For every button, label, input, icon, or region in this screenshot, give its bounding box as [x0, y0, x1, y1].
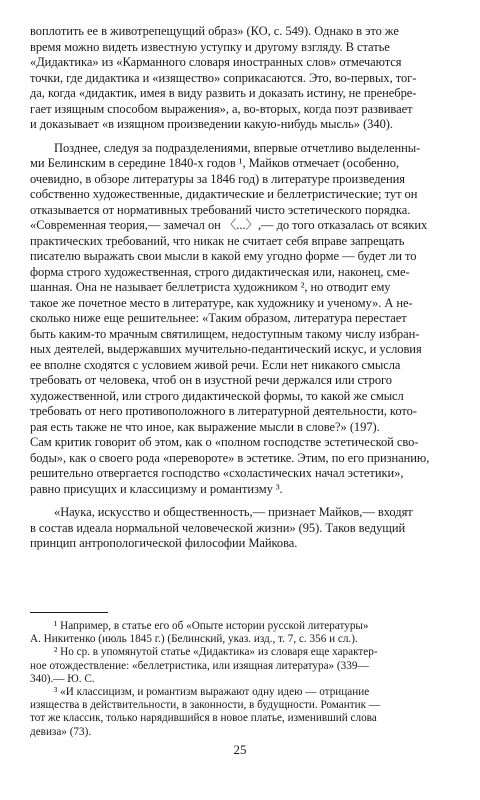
- text-line: сколько ниже еще решительнее: «Таким образом, литература перестает: [30, 311, 407, 325]
- text-line: рая есть также не что иное, как выражение мысли в слове?» (197).: [30, 419, 380, 434]
- text-line: шанная. Она не называет беллетриста художником ², но отводит ему: [30, 280, 391, 294]
- text-line: и доказывает «в изящном произведении какую-нибудь мысль» (340).: [30, 117, 393, 131]
- footnote-2: [30, 646, 456, 686]
- footnote-divider: [30, 612, 108, 613]
- footnote-line: ное отождествление: «беллетристика, или изящная литература» (339—: [30, 659, 369, 672]
- text-line: да, когда «дидактик, имея в виду развить и доказать истину, не пренебре-: [30, 86, 417, 100]
- text-line: ных деятелей, выдержавших мучительно-педантический искус, и условия: [30, 342, 422, 356]
- text-line: художественной, или строго дидактической формы, то какой же смысл: [30, 388, 404, 403]
- text-line: ее вполне сходятся с условием живой речи. Если нет никакого смысла: [30, 357, 401, 372]
- text-line: «Современная теория,— замечал он 〈...〉,— до того отказалась от всяких: [30, 218, 428, 232]
- text-line: равно присущих и классицизму и романтизму ³.: [30, 481, 283, 496]
- text-line: отказывается от нормативных требований чисто эстетического порядка.: [30, 202, 411, 217]
- text-line: Позднее, следуя за подразделениями, впервые отчетливо выделенны-: [54, 140, 421, 155]
- text-line: решительно отвергается господство «схоластических начал эстетики»,: [30, 466, 404, 480]
- text-line: воплотить ее в животрепещущий образ» (КО, с. 549). Однако в это же: [30, 24, 399, 38]
- paragraph-1: [30, 24, 456, 133]
- page-number: 25: [233, 742, 247, 757]
- text-line: ми Белинским в середине 1840-х годов ¹, Майков отмечает (особенно,: [30, 156, 400, 170]
- text-line: время можно видеть известную уступку и другому взгляду. В статье: [30, 39, 390, 54]
- footnote-1: [30, 620, 456, 646]
- text-line: требовать от человека, чтоб он в изустной речи держался или строго: [30, 373, 392, 387]
- footnote-line: ² Но ср. в упомянутой статье «Дидактика» из словаря еще характер-: [54, 646, 378, 659]
- paragraph-2: [30, 141, 456, 498]
- text-line: практических требований, что никак не считает себя вправе запрещать: [30, 233, 405, 248]
- text-line: такое же почетное место в литературе, как художнику и ученому». А не-: [30, 295, 413, 310]
- text-line: очевидно, в обзоре литературы за 1846 год) в литературе произведения: [30, 171, 405, 186]
- text-line: точки, где дидактика и «изящество» соприкасаются. Это, во-первых, тог-: [30, 70, 417, 85]
- text-line: «Наука, искусство и общественность,— признает Майков,— входят: [54, 505, 413, 519]
- footnote-3: [30, 686, 456, 739]
- text-line: Сам критик говорит об этом, как о «полном господстве эстетической сво-: [30, 435, 419, 449]
- text-line: собственно художественные, дидактические и беллетристические; тут он: [30, 187, 418, 201]
- text-line: писателю выражать свои мысли в какой ему угодно форме — будет ли то: [30, 249, 417, 263]
- text-line: боды», как о своего рода «перевороте» в эстетике. Этим, по его признанию,: [30, 450, 430, 465]
- text-line: форма строго художественная, строго дидактическая или, наконец, сме-: [30, 264, 410, 279]
- footnote-line: А. Никитенко (июль 1845 г.) (Белинский, указ. изд., т. 7, с. 356 и сл.).: [30, 633, 358, 646]
- footnote-line: изящества в действительности, в законности, в будущности. Романтик —: [30, 699, 381, 712]
- text-line: в состав идеала нормальной человеческой жизни» (95). Таков ведущий: [30, 520, 406, 535]
- text-line: быть каким-то мрачным святилищем, недоступным такому числу избран-: [30, 326, 420, 341]
- text-line: принцип антропологической философии Майкова.: [30, 536, 298, 550]
- footnote-line: 340).— Ю. С.: [30, 672, 95, 685]
- text-line: «Дидактика» из «Карманного словаря иностранных слов» отмечаются: [30, 55, 402, 69]
- text-line: гает изящным способом выражения», а, во-вторых, когда поэт развивает: [30, 101, 413, 116]
- footnote-line: ¹ Например, в статье его об «Опыте истории русской литературы»: [54, 620, 369, 632]
- main-text: [30, 24, 456, 552]
- footnotes: [30, 620, 456, 739]
- paragraph-3: [30, 505, 456, 552]
- footnote-line: девиза» (73).: [30, 725, 92, 738]
- footnote-line: ³ «И классицизм, и романтизм выражают одну идею — отрицание: [54, 685, 370, 698]
- text-line: требовать от него противоположного в литературной деятельности, кото-: [30, 404, 417, 418]
- footnote-line: тот же классик, только нарядившийся в новое платье, изменивший слова: [30, 712, 377, 725]
